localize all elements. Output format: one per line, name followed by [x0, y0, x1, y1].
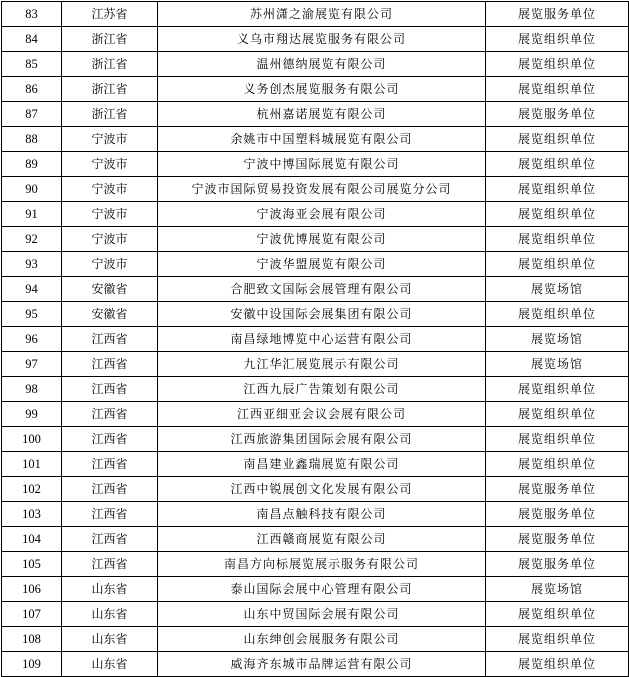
table-row	[2, 477, 629, 502]
unit-type-cell: 展览组织单位	[486, 227, 629, 252]
row-number-cell: 106	[2, 577, 62, 602]
region-cell: 江西省	[62, 427, 158, 452]
company-name-cell: 山东绅创会展服务有限公司	[158, 627, 486, 652]
unit-type-cell: 展览服务单位	[486, 502, 629, 527]
row-number-cell: 94	[2, 277, 62, 302]
table-row	[2, 77, 629, 102]
row-number-cell: 97	[2, 352, 62, 377]
row-number-cell: 105	[2, 552, 62, 577]
row-number-cell: 107	[2, 602, 62, 627]
region-cell: 安徽省	[62, 302, 158, 327]
company-name-cell: 南昌方向标展览展示服务有限公司	[158, 552, 486, 577]
exhibition-company-table	[1, 1, 629, 677]
unit-type-cell: 展览组织单位	[486, 152, 629, 177]
table-row	[2, 227, 629, 252]
company-name-cell: 山东中贸国际会展有限公司	[158, 602, 486, 627]
row-number-cell: 95	[2, 302, 62, 327]
table-row	[2, 152, 629, 177]
unit-type-cell: 展览场馆	[486, 352, 629, 377]
row-number-cell: 88	[2, 127, 62, 152]
company-name-cell: 义务创杰展览服务有限公司	[158, 77, 486, 102]
row-number-cell: 100	[2, 427, 62, 452]
region-cell: 江西省	[62, 527, 158, 552]
company-name-cell: 九江华汇展览展示有限公司	[158, 352, 486, 377]
table-row	[2, 652, 629, 677]
region-cell: 浙江省	[62, 52, 158, 77]
company-name-cell: 南昌点触科技有限公司	[158, 502, 486, 527]
table-row	[2, 402, 629, 427]
row-number-cell: 92	[2, 227, 62, 252]
unit-type-cell: 展览组织单位	[486, 27, 629, 52]
unit-type-cell: 展览组织单位	[486, 627, 629, 652]
table-row	[2, 177, 629, 202]
company-name-cell: 江西赣商展览有限公司	[158, 527, 486, 552]
region-cell: 安徽省	[62, 277, 158, 302]
unit-type-cell: 展览场馆	[486, 277, 629, 302]
table-row	[2, 277, 629, 302]
company-name-cell: 威海齐东城市品牌运营有限公司	[158, 652, 486, 677]
company-name-cell: 江西中锐展创文化发展有限公司	[158, 477, 486, 502]
region-cell: 浙江省	[62, 77, 158, 102]
table-row	[2, 552, 629, 577]
company-name-cell: 江西亚细亚会议会展有限公司	[158, 402, 486, 427]
row-number-cell: 86	[2, 77, 62, 102]
region-cell: 宁波市	[62, 177, 158, 202]
table-body	[2, 2, 629, 677]
table-row	[2, 302, 629, 327]
company-name-cell: 杭州嘉诺展览有限公司	[158, 102, 486, 127]
region-cell: 江苏省	[62, 2, 158, 27]
row-number-cell: 103	[2, 502, 62, 527]
region-cell: 江西省	[62, 377, 158, 402]
company-name-cell: 南昌绿地博览中心运营有限公司	[158, 327, 486, 352]
unit-type-cell: 展览服务单位	[486, 2, 629, 27]
company-name-cell: 江西九辰广告策划有限公司	[158, 377, 486, 402]
region-cell: 江西省	[62, 402, 158, 427]
table-row	[2, 577, 629, 602]
table-row	[2, 202, 629, 227]
unit-type-cell: 展览组织单位	[486, 602, 629, 627]
table-row	[2, 52, 629, 77]
unit-type-cell: 展览服务单位	[486, 477, 629, 502]
table-row	[2, 602, 629, 627]
table-row	[2, 427, 629, 452]
row-number-cell: 91	[2, 202, 62, 227]
region-cell: 宁波市	[62, 252, 158, 277]
row-number-cell: 90	[2, 177, 62, 202]
company-name-cell: 宁波海亚会展有限公司	[158, 202, 486, 227]
row-number-cell: 85	[2, 52, 62, 77]
table-row	[2, 352, 629, 377]
row-number-cell: 101	[2, 452, 62, 477]
table-row	[2, 377, 629, 402]
row-number-cell: 83	[2, 2, 62, 27]
unit-type-cell: 展览组织单位	[486, 377, 629, 402]
row-number-cell: 93	[2, 252, 62, 277]
region-cell: 江西省	[62, 552, 158, 577]
region-cell: 江西省	[62, 502, 158, 527]
unit-type-cell: 展览组织单位	[486, 252, 629, 277]
unit-type-cell: 展览组织单位	[486, 52, 629, 77]
region-cell: 山东省	[62, 652, 158, 677]
company-name-cell: 宁波华盟展览有限公司	[158, 252, 486, 277]
unit-type-cell: 展览组织单位	[486, 402, 629, 427]
company-name-cell: 安徽中设国际会展集团有限公司	[158, 302, 486, 327]
company-name-cell: 义乌市翔达展览服务有限公司	[158, 27, 486, 52]
region-cell: 浙江省	[62, 27, 158, 52]
region-cell: 浙江省	[62, 102, 158, 127]
company-name-cell: 南昌建业鑫瑞展览有限公司	[158, 452, 486, 477]
company-name-cell: 江西旅游集团国际会展有限公司	[158, 427, 486, 452]
unit-type-cell: 展览组织单位	[486, 177, 629, 202]
region-cell: 江西省	[62, 352, 158, 377]
region-cell: 山东省	[62, 602, 158, 627]
unit-type-cell: 展览组织单位	[486, 127, 629, 152]
region-cell: 江西省	[62, 477, 158, 502]
company-name-cell: 温州德纳展览有限公司	[158, 52, 486, 77]
unit-type-cell: 展览组织单位	[486, 77, 629, 102]
region-cell: 山东省	[62, 577, 158, 602]
region-cell: 宁波市	[62, 127, 158, 152]
table-row	[2, 252, 629, 277]
row-number-cell: 98	[2, 377, 62, 402]
table-row	[2, 27, 629, 52]
row-number-cell: 89	[2, 152, 62, 177]
unit-type-cell: 展览组织单位	[486, 202, 629, 227]
region-cell: 宁波市	[62, 227, 158, 252]
row-number-cell: 87	[2, 102, 62, 127]
unit-type-cell: 展览服务单位	[486, 527, 629, 552]
unit-type-cell: 展览组织单位	[486, 427, 629, 452]
row-number-cell: 96	[2, 327, 62, 352]
region-cell: 山东省	[62, 627, 158, 652]
unit-type-cell: 展览场馆	[486, 577, 629, 602]
table-row	[2, 527, 629, 552]
table-row	[2, 452, 629, 477]
row-number-cell: 102	[2, 477, 62, 502]
table-row	[2, 627, 629, 652]
region-cell: 宁波市	[62, 152, 158, 177]
table-row	[2, 102, 629, 127]
company-name-cell: 宁波优博展览有限公司	[158, 227, 486, 252]
row-number-cell: 84	[2, 27, 62, 52]
row-number-cell: 99	[2, 402, 62, 427]
unit-type-cell: 展览组织单位	[486, 302, 629, 327]
table-row	[2, 502, 629, 527]
row-number-cell: 109	[2, 652, 62, 677]
unit-type-cell: 展览服务单位	[486, 552, 629, 577]
company-name-cell: 余姚市中国塑料城展览有限公司	[158, 127, 486, 152]
company-name-cell: 合肥致文国际会展管理有限公司	[158, 277, 486, 302]
row-number-cell: 104	[2, 527, 62, 552]
company-name-cell: 泰山国际会展中心管理有限公司	[158, 577, 486, 602]
row-number-cell: 108	[2, 627, 62, 652]
table-row	[2, 327, 629, 352]
region-cell: 宁波市	[62, 202, 158, 227]
table-row	[2, 2, 629, 27]
unit-type-cell: 展览服务单位	[486, 102, 629, 127]
company-name-cell: 宁波中博国际展览有限公司	[158, 152, 486, 177]
company-name-cell: 宁波市国际贸易投资发展有限公司展览分公司	[158, 177, 486, 202]
unit-type-cell: 展览组织单位	[486, 652, 629, 677]
unit-type-cell: 展览组织单位	[486, 452, 629, 477]
table-row	[2, 127, 629, 152]
region-cell: 江西省	[62, 452, 158, 477]
unit-type-cell: 展览场馆	[486, 327, 629, 352]
company-name-cell: 苏州潇之渝展览有限公司	[158, 2, 486, 27]
region-cell: 江西省	[62, 327, 158, 352]
